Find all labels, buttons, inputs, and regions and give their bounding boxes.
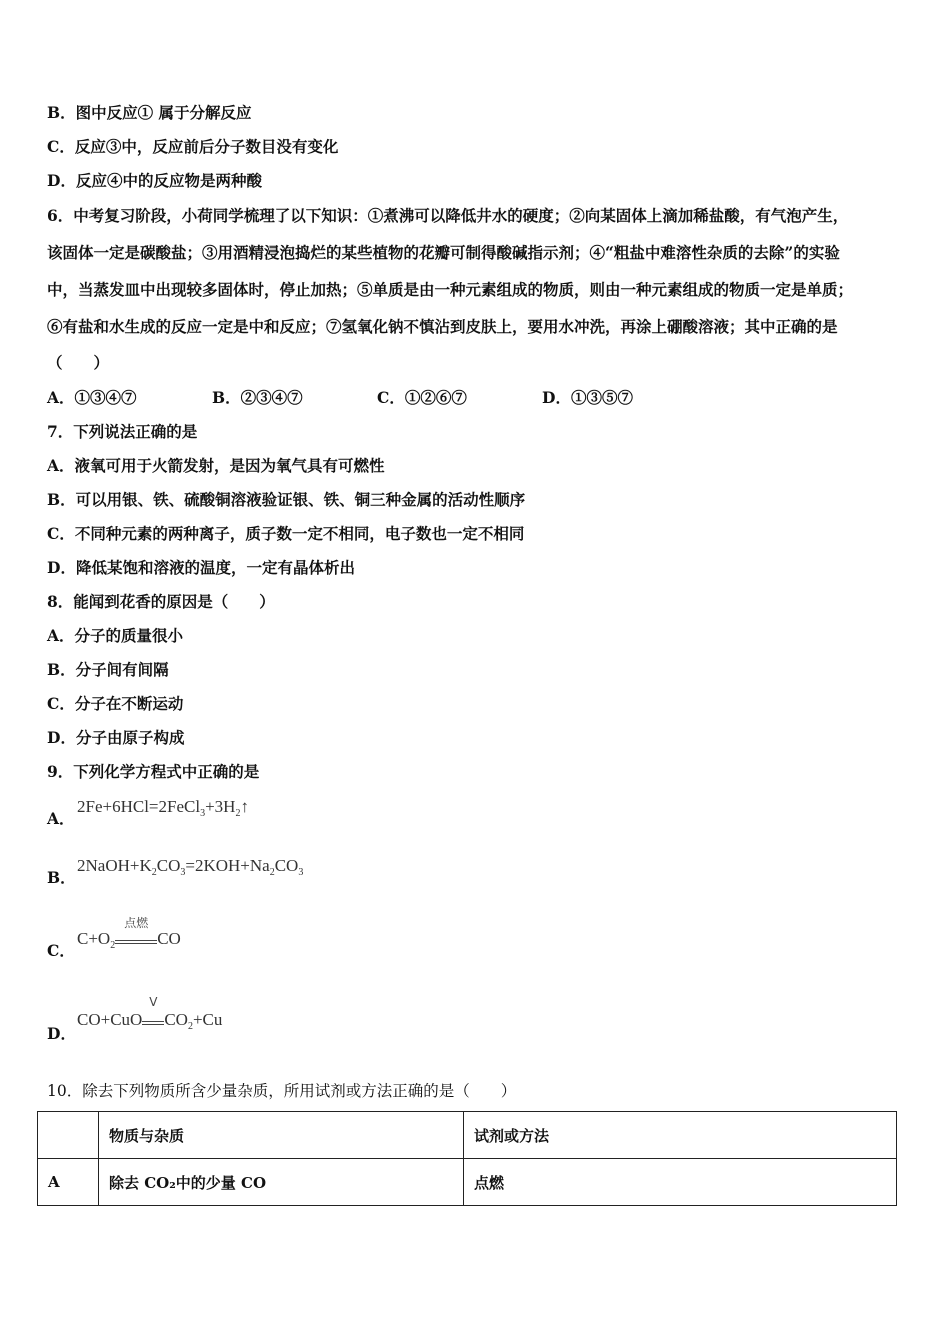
- table-header-cell: 物质与杂质: [99, 1112, 464, 1159]
- q8-option-b: B．分子间有间隔: [47, 660, 169, 679]
- q6-option-d: D．①③⑤⑦: [542, 388, 633, 407]
- q6-option-a: A．①③④⑦: [47, 388, 137, 407]
- equation-d: CO+CuO V $CO_2+Cu$: [77, 995, 223, 1032]
- q6-line-2: 该固体一定是碳酸盐；③用酒精浸泡捣烂的某些植物的花瓣可制得酸碱指示剂；④“粗盐中难溶性杂质的去除”的实验: [47, 243, 840, 262]
- q8-option-a: A．分子的质量很小: [47, 626, 184, 645]
- q8-option-c: C．分子在不断运动: [47, 694, 184, 713]
- q9-label-c: C．: [47, 941, 75, 960]
- q6-line-1: 6．中考复习阶段，小荷同学梳理了以下知识：①煮沸可以降低井水的硬度；②向某固体上滴加稀盐酸，有气泡产生，: [47, 206, 849, 225]
- q6-line-5: （ ）: [47, 353, 110, 372]
- q9-label-a: A．: [47, 809, 75, 828]
- table-cell: 点燃: [464, 1159, 897, 1206]
- condition-heat: V: [149, 995, 158, 1009]
- q5-option-c: C．反应③中，反应前后分子数目没有变化: [47, 137, 339, 156]
- table-header-row: [38, 1112, 897, 1159]
- q10-stem: 10．除去下列物质所含少量杂质，所用试剂或方法正确的是（ ）: [47, 1082, 517, 1100]
- q7-option-b: B．可以用银、铁、硫酸铜溶液验证银、铁、铜三种金属的活动性顺序: [47, 490, 526, 509]
- q9-stem: 9．下列化学方程式中正确的是: [47, 762, 260, 781]
- equation-b: $2NaOH+K_2CO_3=2KOH+Na_2CO_3$: [77, 856, 304, 878]
- q7-option-a: A．液氧可用于火箭发射，是因为氧气具有可燃性: [47, 456, 385, 475]
- table-cell: A: [38, 1159, 99, 1206]
- q7-option-c: C．不同种元素的两种离子，质子数一定不相同，电子数也一定不相同: [47, 524, 525, 543]
- q10-table: [37, 1111, 897, 1206]
- q8-stem: 8．能闻到花香的原因是（ ）: [47, 592, 275, 611]
- table-cell: 除去 CO₂中的少量 CO: [99, 1159, 464, 1206]
- q9-label-b: B．: [47, 868, 76, 887]
- q5-option-d: D．反应④中的反应物是两种酸: [47, 171, 262, 190]
- q6-line-3: 中，当蒸发皿中出现较多固体时，停止加热；⑤单质是由一种元素组成的物质，则由一种元素组成的物质一定是单质；: [47, 280, 854, 299]
- table-header-cell: 试剂或方法: [464, 1112, 897, 1159]
- q8-option-d: D．分子由原子构成: [47, 728, 185, 747]
- equation-a: $2Fe+6HCl=2FeCl_3+3H_2↑$: [77, 797, 249, 819]
- q9-label-d: D．: [47, 1024, 76, 1043]
- table-header-cell: [38, 1112, 99, 1159]
- equation-c: $C+O_2$ 点燃 CO: [77, 916, 181, 951]
- q6-option-b: B．②③④⑦: [212, 388, 303, 407]
- condition-ignite: 点燃: [124, 916, 149, 930]
- q6-line-4: ⑥有盐和水生成的反应一定是中和反应；⑦氢氧化钠不慎沾到皮肤上，要用水冲洗，再涂上硼酸溶液；其中正确的是: [47, 317, 838, 336]
- q7-option-d: D．降低某饱和溶液的温度，一定有晶体析出: [47, 558, 355, 577]
- table-row: [38, 1159, 897, 1206]
- q7-stem: 7．下列说法正确的是: [47, 422, 198, 441]
- q5-option-b: B．图中反应① 属于分解反应: [47, 103, 252, 122]
- q6-option-c: C．①②⑥⑦: [377, 388, 467, 407]
